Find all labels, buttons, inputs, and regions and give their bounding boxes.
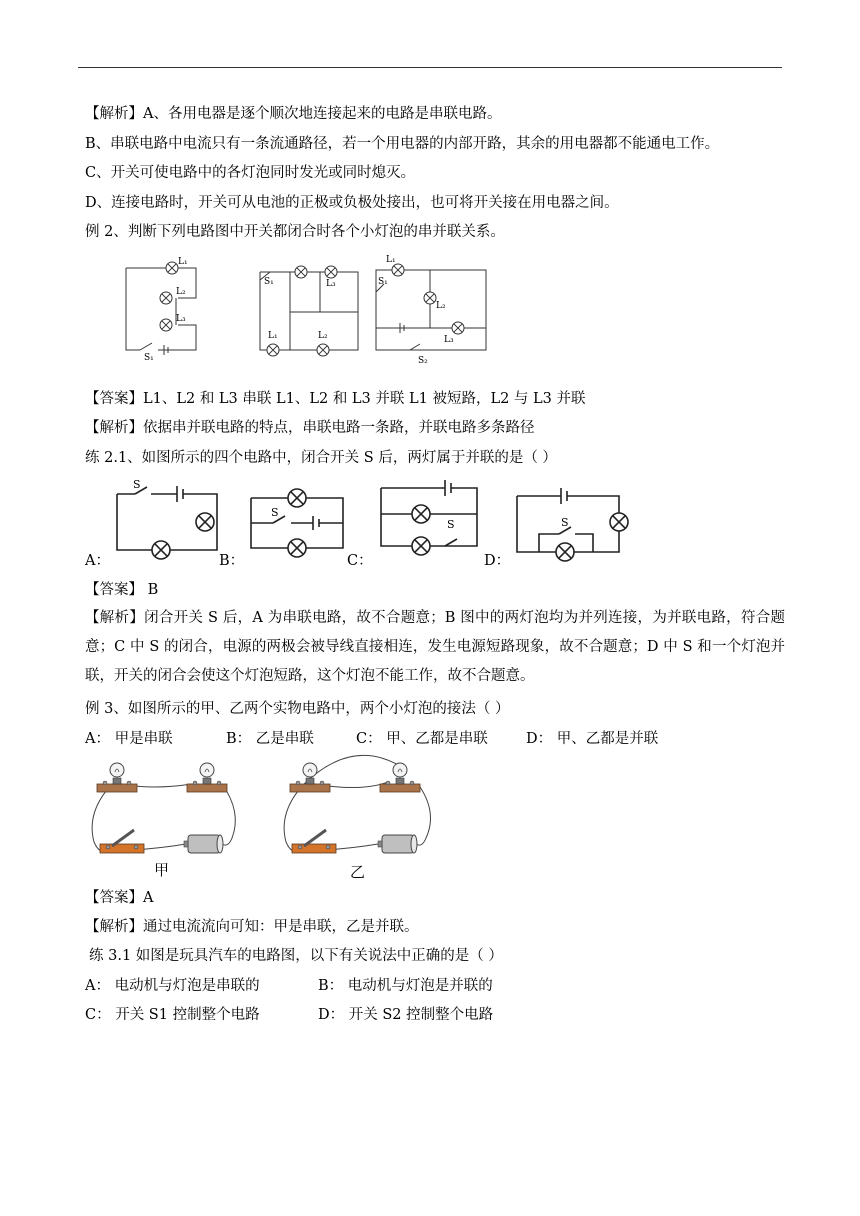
practice-2-1-answer: 【答案】 B [85, 582, 159, 598]
analysis-line-a: 【解析】A、各用电器是逐个顺次地连接起来的电路是串联电路。 [85, 106, 502, 122]
c3-label-2: S₁ [378, 277, 388, 287]
practice-2-1-option-d: D： [484, 553, 511, 569]
ex3-label-jia: 甲 [154, 861, 170, 879]
ex3-label-yi: 乙 [350, 863, 366, 881]
c1-label-2: L₂ [176, 287, 186, 297]
practice-3-1-option-b: B： 电动机与灯泡是并联的 [318, 978, 493, 994]
example-3-option-b: B： 乙是串联 [226, 731, 314, 747]
analysis-line-c: C、开关可使电路中的各灯泡同时发光或同时熄灭。 [85, 165, 416, 181]
c2-label-4: L₂ [318, 331, 328, 341]
practice-2-1-option-c: C： [347, 553, 373, 569]
c1-label-3: L₃ [176, 314, 186, 324]
example-3-analysis: 【解析】通过电流流向可知：甲是串联，乙是并联。 [85, 919, 419, 935]
example-2-analysis: 【解析】依据串并联电路的特点，串联电路一条路，并联电路多条路径 [85, 420, 535, 436]
example-3-circuits [82, 752, 442, 882]
practice-3-1-option-a: A： 电动机与灯泡是串联的 [85, 978, 260, 994]
practice-2-1-option-a: A： [85, 553, 110, 569]
analysis-line-b: B、串联电路中电流只有一条流通路径，若一个用电器的内部开路，其余的用电器都不能通电工作。 [85, 136, 720, 152]
c1-label-4: S₁ [144, 353, 154, 363]
example-2-circuits [118, 250, 490, 380]
example-2-question: 例 2、判断下列电路图中开关都闭合时各个小灯泡的串并联关系。 [85, 224, 505, 240]
analysis-line-d: D、连接电路时，开关可从电池的正极或负极处接出，也可将开关接在用电器之间。 [85, 195, 619, 211]
c1-label-1: L₁ [178, 257, 188, 267]
c2-label-1: S₁ [264, 277, 274, 287]
practice-2-1-analysis: 【解析】闭合开关 S 后，A 为串联电路，故不合题意；B 图中的两灯泡均为并列连接，为并联电路，符合题意；C 中 S 的闭合，电源的两极会被导线直接相连，发生电源短路现象，故不合题意；D 中 S 和一个灯泡并联，开关的闭合会使这个灯泡短路，这个灯泡不能工作，故不合题意。 [85, 610, 785, 684]
example-3-option-c: C： 甲、乙都是串联 [356, 731, 488, 747]
practice-d-switch-label: S [561, 516, 569, 529]
c2-label-2: L₃ [326, 279, 336, 289]
c3-label-4: L₃ [444, 335, 454, 345]
c3-label-1: L₁ [386, 255, 396, 265]
practice-a-switch-label: S [133, 478, 141, 491]
practice-3-1-question: 练 3.1 如图是玩具汽车的电路图，以下有关说法中正确的是（ ） [89, 948, 503, 964]
practice-2-1-question: 练 2.1、如图所示的四个电路中，闭合开关 S 后，两灯属于并联的是（ ） [85, 450, 557, 466]
example-3-question: 例 3、如图所示的甲、乙两个实物电路中，两个小灯泡的接法（ ） [85, 701, 510, 717]
c3-label-3: L₂ [436, 301, 446, 311]
practice-2-1-option-b: B： [219, 553, 245, 569]
c2-label-3: L₁ [268, 331, 278, 341]
example-3-option-d: D： 甲、乙都是并联 [526, 731, 659, 747]
practice-b-switch-label: S [271, 506, 279, 519]
practice-3-1-option-c: C： 开关 S1 控制整个电路 [85, 1007, 260, 1023]
header-rule [78, 67, 782, 68]
example-3-answer: 【答案】A [85, 890, 154, 906]
c3-label-5: S₂ [418, 356, 428, 366]
example-3-option-a: A： 甲是串联 [85, 731, 173, 747]
example-2-answer: 【答案】L1、L2 和 L3 串联 L1、L2 和 L3 并联 L1 被短路，L2 与 L3 并联 [85, 391, 586, 407]
practice-c-switch-label: S [447, 518, 455, 531]
practice-3-1-option-d: D： 开关 S2 控制整个电路 [318, 1007, 494, 1023]
